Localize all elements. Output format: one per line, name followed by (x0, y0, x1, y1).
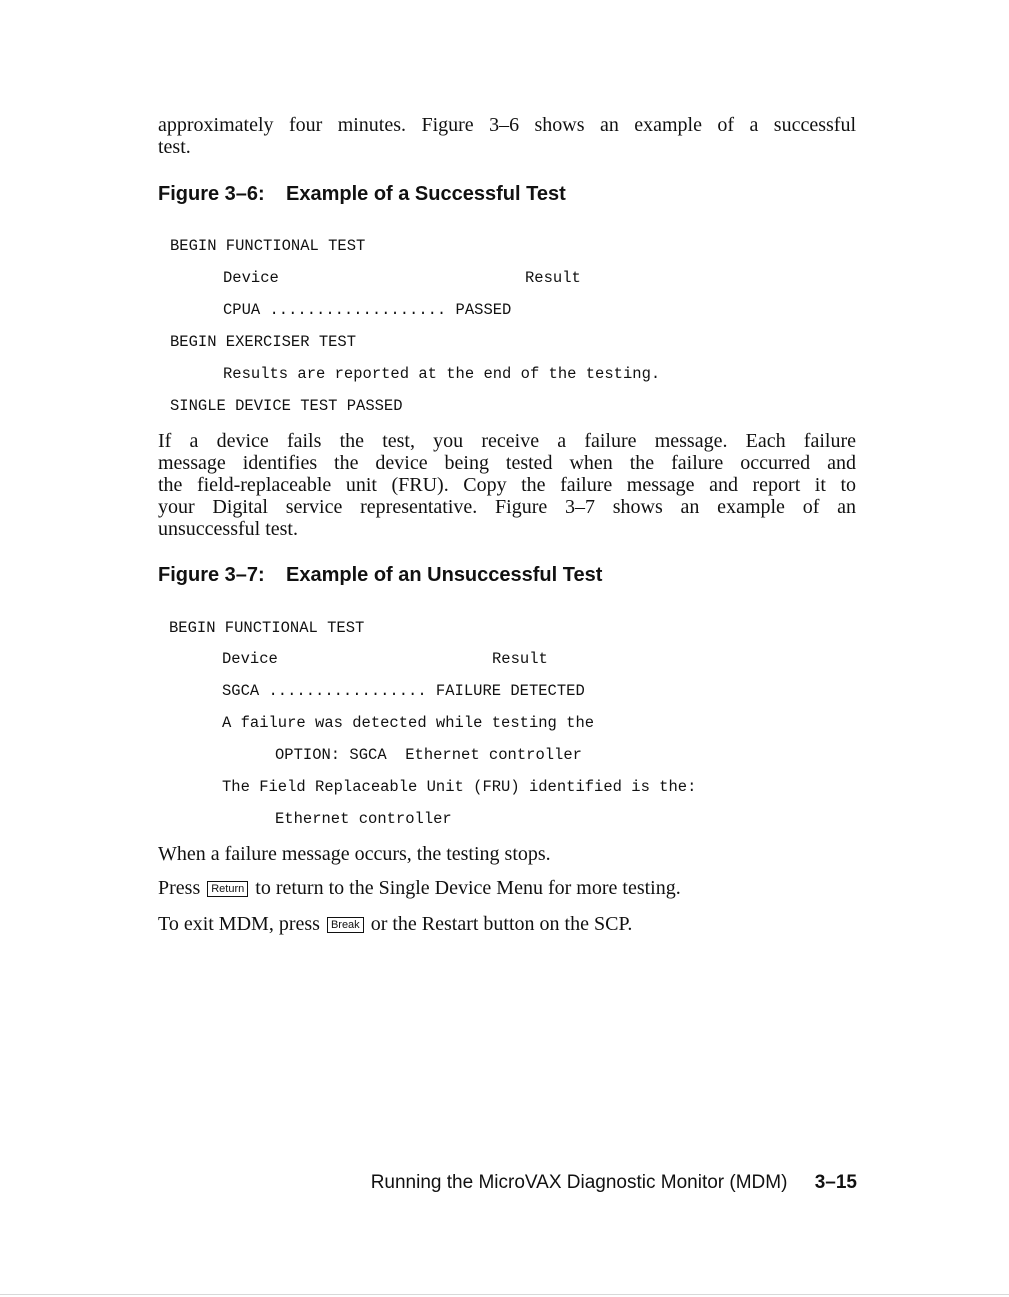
intro-paragraph (158, 114, 856, 158)
console-line: OPTION: SGCA Ethernet controller (275, 746, 582, 764)
figure-caption: Example of a Successful Test (286, 183, 566, 205)
console-line: Device (222, 650, 278, 668)
press-return-line (158, 877, 681, 899)
console-line: SGCA ................. FAILURE DETECTED (222, 682, 585, 700)
console-line: SINGLE DEVICE TEST PASSED (170, 397, 403, 415)
intro-line: approximately four minutes. Figure 3–6 shows an example of a successful (158, 114, 856, 136)
press-prefix: Press (158, 877, 201, 899)
paragraph-line: your Digital service representative. Figure 3–7 shows an example of an (158, 496, 856, 518)
console-line: Result (492, 650, 548, 668)
exit-prefix: To exit MDM, press (158, 913, 320, 935)
running-title: Running the MicroVAX Diagnostic Monitor (MDM) (370, 1172, 788, 1193)
page-number: 3–15 (814, 1172, 857, 1193)
figure-title (158, 183, 566, 206)
exit-line (158, 913, 632, 935)
console-line: BEGIN EXERCISER TEST (170, 333, 357, 351)
paragraph-line: unsuccessful test. (158, 518, 298, 540)
running-footer (371, 1172, 857, 1194)
intro-line: test. (158, 136, 191, 158)
exit-suffix: or the Restart button on the SCP. (370, 913, 633, 935)
return-key-icon: Return (207, 881, 248, 897)
break-key-icon: Break (327, 917, 364, 933)
console-line: Ethernet controller (275, 810, 452, 828)
press-suffix: to return to the Single Device Menu for more testing. (255, 877, 681, 899)
paragraph-line: message identifies the device being tested when the failure occurred and (158, 452, 856, 474)
console-line: Results are reported at the end of the testing. (223, 365, 661, 383)
paragraph-line: the field-replaceable unit (FRU). Copy the failure message and report it to (158, 474, 856, 496)
console-line: BEGIN FUNCTIONAL TEST (170, 237, 366, 255)
console-line: CPUA ................... PASSED (223, 301, 512, 319)
console-line: The Field Replaceable Unit (FRU) identified is the: (222, 778, 697, 796)
console-line: Result (525, 269, 581, 287)
paragraph-line: If a device fails the test, you receive a failure message. Each failure (158, 430, 856, 452)
figure-number: Figure 3–7: (158, 564, 265, 586)
figure-caption: Example of an Unsuccessful Test (286, 564, 603, 586)
figure-number: Figure 3–6: (158, 183, 265, 205)
closing-line: When a failure message occurs, the testing stops. (158, 843, 551, 865)
console-line: BEGIN FUNCTIONAL TEST (169, 619, 365, 637)
page-edge-rule (0, 1294, 1009, 1295)
figure-title (158, 564, 602, 587)
failure-paragraph (158, 430, 856, 540)
console-line: A failure was detected while testing the (222, 714, 595, 732)
console-line: Device (223, 269, 279, 287)
